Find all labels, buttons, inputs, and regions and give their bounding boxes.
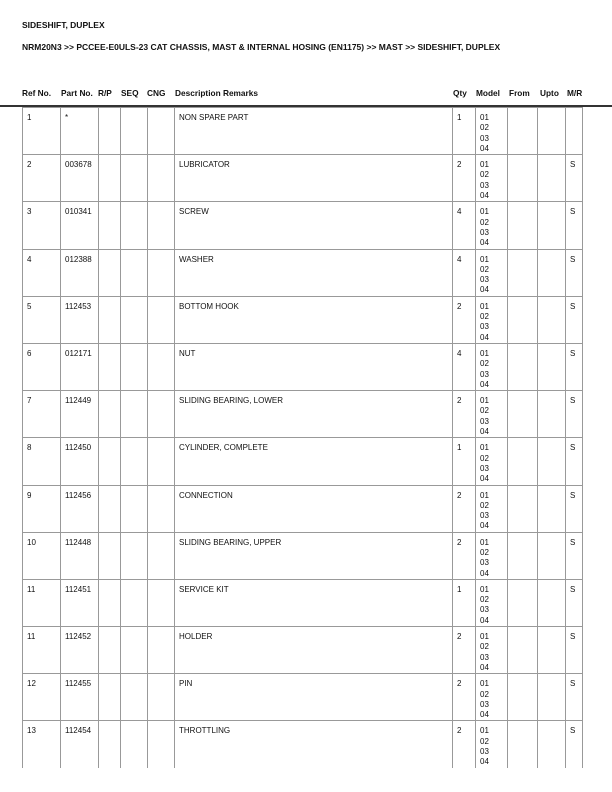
table-row <box>23 721 583 768</box>
qty-cell: 1 <box>453 108 476 155</box>
upto-cell <box>538 108 566 155</box>
from-cell <box>508 438 538 485</box>
seq-cell <box>121 579 148 626</box>
ref-cell: 12 <box>23 674 61 721</box>
table-row <box>23 249 583 296</box>
cng-cell <box>148 627 175 674</box>
model-code: 03 <box>480 322 489 332</box>
model-code: 03 <box>480 747 489 757</box>
model-code: 03 <box>480 133 489 143</box>
ref-cell: 1 <box>23 108 61 155</box>
qty-cell: 2 <box>453 627 476 674</box>
model-cell <box>476 485 508 532</box>
model-code: 02 <box>480 264 489 274</box>
cng-cell <box>148 343 175 390</box>
col-header-desc: Description Remarks <box>175 88 259 98</box>
col-header-ref: Ref No. <box>22 88 52 98</box>
model-code: 01 <box>480 396 489 406</box>
model-code: 01 <box>480 537 489 547</box>
model-code: 03 <box>480 511 489 521</box>
seq-cell <box>121 343 148 390</box>
upto-cell <box>538 391 566 438</box>
part-no-cell: 112453 <box>61 296 99 343</box>
model-cell <box>476 721 508 768</box>
table-row <box>23 674 583 721</box>
model-code: 03 <box>480 416 489 426</box>
model-code: 01 <box>480 490 489 500</box>
rp-cell <box>99 108 121 155</box>
part-no-cell: 112454 <box>61 721 99 768</box>
rp-cell <box>99 155 121 202</box>
table-row <box>23 108 583 155</box>
part-no-cell: 112450 <box>61 438 99 485</box>
description-cell: SERVICE KIT <box>175 579 453 626</box>
model-code: 03 <box>480 227 489 237</box>
from-cell <box>508 579 538 626</box>
mr-cell: S <box>566 579 583 626</box>
mr-cell: S <box>566 532 583 579</box>
model-code: 02 <box>480 123 489 133</box>
model-code: 02 <box>480 453 489 463</box>
part-no-cell: 012388 <box>61 249 99 296</box>
col-header-mr: M/R <box>567 88 583 98</box>
seq-cell <box>121 391 148 438</box>
model-code: 02 <box>480 689 489 699</box>
model-code: 03 <box>480 558 489 568</box>
model-code: 03 <box>480 463 489 473</box>
part-no-cell: * <box>61 108 99 155</box>
mr-cell: S <box>566 155 583 202</box>
qty-cell: 2 <box>453 485 476 532</box>
table-row <box>23 343 583 390</box>
qty-cell: 1 <box>453 438 476 485</box>
mr-cell: S <box>566 343 583 390</box>
mr-cell: S <box>566 249 583 296</box>
from-cell <box>508 532 538 579</box>
model-code: 04 <box>480 143 489 153</box>
model-code: 04 <box>480 379 489 389</box>
model-cell <box>476 627 508 674</box>
rp-cell <box>99 438 121 485</box>
model-code: 02 <box>480 359 489 369</box>
col-header-part: Part No. <box>61 88 93 98</box>
model-cell <box>476 343 508 390</box>
upto-cell <box>538 674 566 721</box>
cng-cell <box>148 438 175 485</box>
qty-cell: 2 <box>453 155 476 202</box>
model-code: 01 <box>480 254 489 264</box>
model-code: 01 <box>480 207 489 217</box>
qty-cell: 2 <box>453 391 476 438</box>
model-cell <box>476 296 508 343</box>
from-cell <box>508 202 538 249</box>
model-cell <box>476 202 508 249</box>
seq-cell <box>121 108 148 155</box>
qty-cell: 4 <box>453 202 476 249</box>
breadcrumb: NRM20N3 >> PCCEE-E0ULS-23 CAT CHASSIS, MAST & INTERNAL HOSING (EN1175) >> MAST >> SIDESHIFT, DUPLEX <box>22 42 501 52</box>
description-cell: THROTTLING <box>175 721 453 768</box>
part-no-cell: 112456 <box>61 485 99 532</box>
cng-cell <box>148 296 175 343</box>
col-header-from: From <box>509 88 530 98</box>
description-cell: SLIDING BEARING, UPPER <box>175 532 453 579</box>
model-code: 04 <box>480 662 489 672</box>
model-cell <box>476 108 508 155</box>
model-code: 02 <box>480 595 489 605</box>
model-code: 02 <box>480 170 489 180</box>
from-cell <box>508 627 538 674</box>
model-code: 03 <box>480 275 489 285</box>
model-code: 02 <box>480 217 489 227</box>
description-cell: LUBRICATOR <box>175 155 453 202</box>
rp-cell <box>99 343 121 390</box>
mr-cell: S <box>566 438 583 485</box>
upto-cell <box>538 579 566 626</box>
ref-cell: 6 <box>23 343 61 390</box>
model-code: 04 <box>480 521 489 531</box>
ref-cell: 2 <box>23 155 61 202</box>
mr-cell: S <box>566 674 583 721</box>
description-cell: HOLDER <box>175 627 453 674</box>
seq-cell <box>121 202 148 249</box>
ref-cell: 4 <box>23 249 61 296</box>
rp-cell <box>99 627 121 674</box>
mr-cell <box>566 108 583 155</box>
model-code: 01 <box>480 443 489 453</box>
from-cell <box>508 296 538 343</box>
seq-cell <box>121 721 148 768</box>
description-cell: SCREW <box>175 202 453 249</box>
upto-cell <box>538 343 566 390</box>
parts-table <box>22 107 583 768</box>
rp-cell <box>99 296 121 343</box>
model-cell <box>476 438 508 485</box>
part-no-cell: 112452 <box>61 627 99 674</box>
cng-cell <box>148 485 175 532</box>
model-code: 02 <box>480 736 489 746</box>
rp-cell <box>99 485 121 532</box>
mr-cell: S <box>566 391 583 438</box>
model-code: 01 <box>480 632 489 642</box>
rp-cell <box>99 721 121 768</box>
model-cell <box>476 249 508 296</box>
table-row <box>23 391 583 438</box>
description-cell: CONNECTION <box>175 485 453 532</box>
part-no-cell: 112451 <box>61 579 99 626</box>
col-header-model: Model <box>476 88 500 98</box>
upto-cell <box>538 485 566 532</box>
cng-cell <box>148 391 175 438</box>
from-cell <box>508 674 538 721</box>
model-code: 02 <box>480 500 489 510</box>
ref-cell: 5 <box>23 296 61 343</box>
model-cell <box>476 579 508 626</box>
upto-cell <box>538 155 566 202</box>
table-row <box>23 627 583 674</box>
rp-cell <box>99 391 121 438</box>
model-code: 04 <box>480 285 489 295</box>
col-header-seq: SEQ <box>121 88 139 98</box>
col-header-qty: Qty <box>453 88 467 98</box>
upto-cell <box>538 296 566 343</box>
mr-cell: S <box>566 296 583 343</box>
model-code: 01 <box>480 301 489 311</box>
part-no-cell: 112449 <box>61 391 99 438</box>
seq-cell <box>121 627 148 674</box>
upto-cell <box>538 627 566 674</box>
model-code: 01 <box>480 584 489 594</box>
cng-cell <box>148 108 175 155</box>
upto-cell <box>538 202 566 249</box>
from-cell <box>508 721 538 768</box>
part-no-cell: 112455 <box>61 674 99 721</box>
model-code: 04 <box>480 568 489 578</box>
part-no-cell: 010341 <box>61 202 99 249</box>
mr-cell: S <box>566 721 583 768</box>
ref-cell: 10 <box>23 532 61 579</box>
from-cell <box>508 485 538 532</box>
qty-cell: 2 <box>453 674 476 721</box>
cng-cell <box>148 579 175 626</box>
qty-cell: 2 <box>453 532 476 579</box>
from-cell <box>508 155 538 202</box>
qty-cell: 1 <box>453 579 476 626</box>
part-no-cell: 003678 <box>61 155 99 202</box>
from-cell <box>508 343 538 390</box>
table-row <box>23 296 583 343</box>
ref-cell: 11 <box>23 627 61 674</box>
from-cell <box>508 108 538 155</box>
model-code: 04 <box>480 238 489 248</box>
rp-cell <box>99 202 121 249</box>
col-header-cng: CNG <box>147 88 166 98</box>
cng-cell <box>148 674 175 721</box>
model-cell <box>476 674 508 721</box>
table-row <box>23 202 583 249</box>
cng-cell <box>148 249 175 296</box>
table-row <box>23 579 583 626</box>
model-code: 02 <box>480 312 489 322</box>
mr-cell: S <box>566 627 583 674</box>
cng-cell <box>148 155 175 202</box>
seq-cell <box>121 532 148 579</box>
ref-cell: 11 <box>23 579 61 626</box>
seq-cell <box>121 296 148 343</box>
col-header-upto: Upto <box>540 88 559 98</box>
description-cell: SLIDING BEARING, LOWER <box>175 391 453 438</box>
rp-cell <box>99 674 121 721</box>
mr-cell: S <box>566 485 583 532</box>
model-code: 02 <box>480 547 489 557</box>
model-code: 04 <box>480 757 489 767</box>
description-cell: NUT <box>175 343 453 390</box>
description-cell: BOTTOM HOOK <box>175 296 453 343</box>
from-cell <box>508 391 538 438</box>
cng-cell <box>148 202 175 249</box>
qty-cell: 2 <box>453 296 476 343</box>
model-code: 03 <box>480 605 489 615</box>
part-no-cell: 112448 <box>61 532 99 579</box>
qty-cell: 4 <box>453 249 476 296</box>
page-title: SIDESHIFT, DUPLEX <box>22 20 105 30</box>
model-code: 04 <box>480 332 489 342</box>
ref-cell: 8 <box>23 438 61 485</box>
model-code: 01 <box>480 726 489 736</box>
model-code: 03 <box>480 699 489 709</box>
model-code: 04 <box>480 191 489 201</box>
model-code: 04 <box>480 427 489 437</box>
description-cell: WASHER <box>175 249 453 296</box>
model-code: 01 <box>480 160 489 170</box>
model-code: 03 <box>480 369 489 379</box>
table-row <box>23 532 583 579</box>
model-code: 02 <box>480 642 489 652</box>
qty-cell: 2 <box>453 721 476 768</box>
model-code: 03 <box>480 180 489 190</box>
seq-cell <box>121 155 148 202</box>
part-no-cell: 012171 <box>61 343 99 390</box>
rp-cell <box>99 579 121 626</box>
model-code: 02 <box>480 406 489 416</box>
col-header-rp: R/P <box>98 88 112 98</box>
ref-cell: 13 <box>23 721 61 768</box>
mr-cell: S <box>566 202 583 249</box>
from-cell <box>508 249 538 296</box>
model-code: 01 <box>480 348 489 358</box>
model-cell <box>476 532 508 579</box>
upto-cell <box>538 721 566 768</box>
description-cell: PIN <box>175 674 453 721</box>
table-row <box>23 485 583 532</box>
cng-cell <box>148 532 175 579</box>
seq-cell <box>121 485 148 532</box>
seq-cell <box>121 249 148 296</box>
model-code: 03 <box>480 652 489 662</box>
model-cell <box>476 155 508 202</box>
ref-cell: 3 <box>23 202 61 249</box>
description-cell: CYLINDER, COMPLETE <box>175 438 453 485</box>
model-code: 04 <box>480 710 489 720</box>
model-code: 04 <box>480 615 489 625</box>
table-row <box>23 438 583 485</box>
upto-cell <box>538 532 566 579</box>
ref-cell: 9 <box>23 485 61 532</box>
cng-cell <box>148 721 175 768</box>
upto-cell <box>538 438 566 485</box>
model-code: 04 <box>480 474 489 484</box>
model-cell <box>476 391 508 438</box>
seq-cell <box>121 674 148 721</box>
upto-cell <box>538 249 566 296</box>
model-code: 01 <box>480 113 489 122</box>
rp-cell <box>99 249 121 296</box>
seq-cell <box>121 438 148 485</box>
table-row <box>23 155 583 202</box>
ref-cell: 7 <box>23 391 61 438</box>
rp-cell <box>99 532 121 579</box>
model-code: 01 <box>480 679 489 689</box>
qty-cell: 4 <box>453 343 476 390</box>
description-cell: NON SPARE PART <box>175 108 453 155</box>
